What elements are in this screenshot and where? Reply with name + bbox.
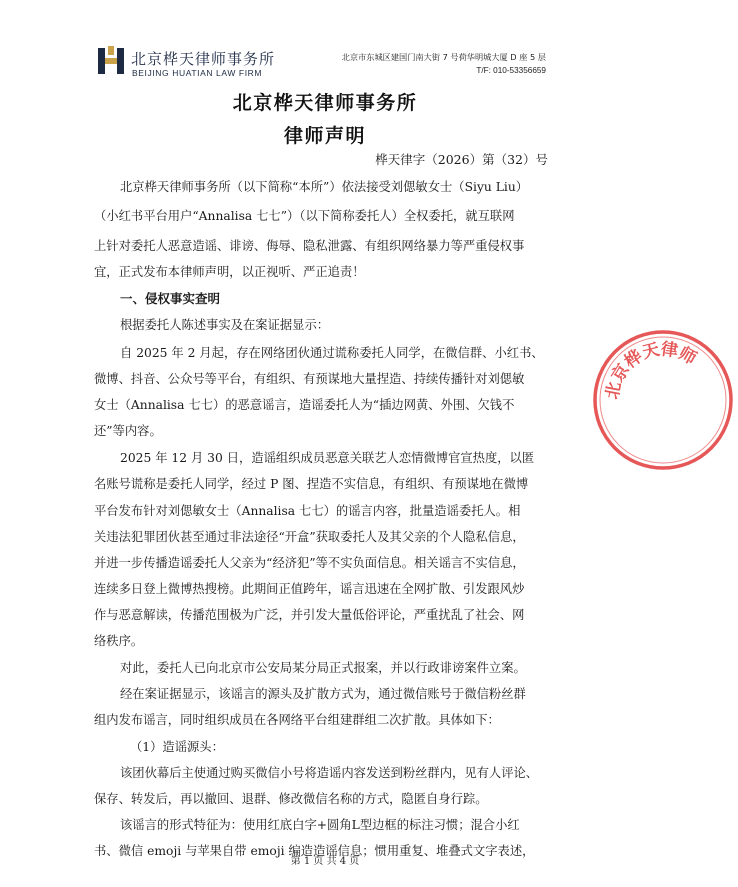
body-line: 连续多日登上微博热搜榜。此期间正值跨年，谣言迅速在全网扩散、引发跟风炒	[94, 582, 525, 596]
body-line: 对此，委托人已向北京市公安局某分局正式报案，并以行政诽谤案件立案。	[120, 661, 526, 675]
letterhead-tel: T/F: 010-53356659	[476, 66, 546, 75]
body-line: 2025 年 12 月 30 日，造谣组织成员恶意关联艺人恋情微博官宣热度，以匿	[120, 451, 535, 465]
body-line: （小红书平台用户“Annalisa 七七”）（以下简称委托人）全权委托，就互联网	[94, 209, 515, 223]
huatian-logo-icon	[98, 46, 124, 76]
body-line: 根据委托人陈述事实及在案证据显示：	[120, 318, 330, 332]
body-line: 书、微信 emoji 与苹果自带 emoji 编造造谣信息；惯用重复、堆叠式文字表述，	[94, 844, 535, 858]
document-subtitle: 律师声明	[283, 125, 366, 147]
letterhead-address: 北京市东城区建国门南大街 7 号荷华明城大厦 D 座 5 层	[341, 52, 546, 62]
body-line: 该谣言的形式特征为：使用红底白字+圆角L型边框的标注习惯；混合小红	[120, 818, 520, 832]
letterhead-firm-name: 北京桦天律师事务所	[131, 50, 276, 68]
page-number: 第 1 页 共 4 页	[290, 856, 360, 867]
letterhead-firm-name-en: BEIJING HUATIAN LAW FIRM	[132, 68, 263, 78]
body-line: 还”等内容。	[94, 424, 162, 438]
body-line: 自 2025 年 2 月起，存在网络团伙通过谎称委托人同学，在微信群、小红书、	[120, 346, 544, 360]
body-line: 关违法犯罪团伙甚至通过非法途径“开盒”获取委托人及其父亲的个人隐私信息，	[94, 530, 525, 544]
body-line: 保存、转发后，再以撤回、退群、修改微信名称的方式，隐匿自身行踪。	[94, 792, 488, 806]
body-line: 微博、抖音、公众号等平台，有组织、有预谋地大量捏造、持续传播针对刘偲敏	[94, 372, 525, 386]
sub-heading: （1）造谣源头：	[130, 740, 224, 754]
body-line: 北京桦天律师事务所（以下简称“本所”）依法接受刘偲敏女士（Siyu Liu）	[120, 180, 529, 194]
document-number: 桦天律字（2026）第（32）号	[375, 152, 548, 167]
body-line: 女士（Annalisa 七七）的恶意谣言，造谣委托人为“插边网黄、外围、欠钱不	[94, 398, 515, 412]
body-line: 并进一步传播造谣委托人父亲为“经济犯”等不实负面信息。相关谣言不实信息，	[94, 556, 525, 570]
body-line: 平台发布针对刘偲敏女士（Annalisa 七七）的谣言内容，批量造谣委托人。相	[94, 504, 521, 518]
stamp-text: 北京桦天律师	[602, 339, 700, 401]
body-line: 名账号谎称是委托人同学，经过 P 图、捏造不实信息，有组织、有预谋地在微博	[94, 477, 529, 491]
body-line: 上针对委托人恶意造谣、诽谤、侮辱、隐私泄露、有组织网络暴力等严重侵权事	[94, 239, 525, 253]
body-line: 络秩序。	[94, 634, 144, 648]
official-seal-stamp	[588, 325, 738, 475]
section-heading: 一、侵权事实查明	[120, 291, 221, 306]
body-line: 组内发布谣言，同时组织成员在各网络平台组建群组二次扩散。具体如下：	[94, 713, 500, 727]
body-line: 经在案证据显示，该谣言的源头及扩散方式为，通过微信账号于微信粉丝群	[120, 687, 526, 701]
document-title: 北京桦天律师事务所	[232, 92, 418, 114]
body-line: 宜，正式发布本律师声明，以正视听、严正追责！	[94, 265, 365, 279]
body-line: 作与恶意解读，传播范围极为广泛，并引发大量低俗评论，严重扰乱了社会、网	[94, 608, 525, 622]
body-line: 该团伙幕后主使通过购买微信小号将造谣内容发送到粉丝群内，见有人评论、	[120, 766, 539, 780]
